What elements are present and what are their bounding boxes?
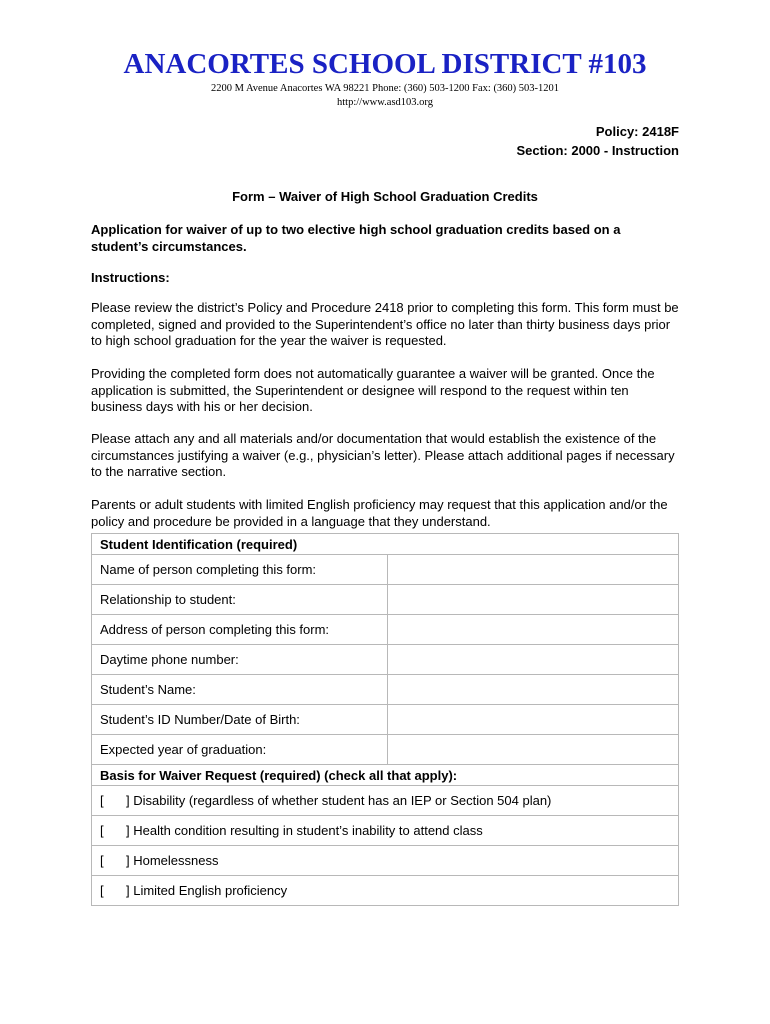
- address-field[interactable]: [388, 615, 679, 645]
- instructions-paragraph-1: Please review the district’s Policy and Procedure 2418 prior to completing this form. This form must be completed, signed and provided to the Superintendent’s office no later than thirty business days prior to high school graduation for the year the waiver is requested.: [91, 300, 679, 348]
- instructions-paragraph-2: Providing the completed form does not automatically guarantee a waiver will be granted. Once the application is submitted, the Superintendent or designee will respond to the request within ten business days with his or her decision.: [91, 366, 655, 414]
- limited-english-option[interactable]: [92, 876, 679, 906]
- checkbox-bracket[interactable]: [: [100, 883, 104, 898]
- student-identification-heading: Student Identification (required): [92, 534, 679, 555]
- table-row: [92, 615, 679, 645]
- health-condition-option[interactable]: [92, 816, 679, 846]
- disability-option[interactable]: [92, 786, 679, 816]
- address-label: Address of person completing this form:: [92, 615, 388, 645]
- name-of-person-label: Name of person completing this form:: [92, 555, 388, 585]
- graduation-year-label: Expected year of graduation:: [92, 735, 388, 765]
- table-row: [92, 555, 679, 585]
- daytime-phone-label: Daytime phone number:: [92, 645, 388, 675]
- table-row: [92, 816, 679, 846]
- student-id-dob-field[interactable]: [388, 705, 679, 735]
- instructions-heading: Instructions:: [91, 270, 170, 285]
- relationship-label: Relationship to student:: [92, 585, 388, 615]
- table-row: [92, 675, 679, 705]
- table-row: [92, 585, 679, 615]
- homelessness-option[interactable]: [92, 846, 679, 876]
- table-row: [92, 786, 679, 816]
- checkbox-bracket[interactable]: [: [100, 853, 104, 868]
- instructions-paragraph-3: Please attach any and all materials and/or documentation that would establish the existence of the circumstances justifying a waiver (e.g., physician’s letter). Please attach additional pages if necessary to the narrative section.: [91, 431, 675, 479]
- district-address: 2200 M Avenue Anacortes WA 98221 Phone: (360) 503-1200 Fax: (360) 503-1201: [210, 83, 560, 94]
- policy-number: Policy: 2418F: [595, 124, 679, 139]
- student-name-label: Student’s Name:: [92, 675, 388, 705]
- basis-header-row: [92, 765, 679, 786]
- application-form-table: [91, 533, 679, 906]
- table-row: [92, 645, 679, 675]
- application-statement: Application for waiver of up to two elective high school graduation credits based on a student’s circumstances.: [91, 222, 621, 254]
- student-name-field[interactable]: [388, 675, 679, 705]
- checkbox-bracket[interactable]: [: [100, 793, 104, 808]
- table-row: [92, 705, 679, 735]
- table-row: [92, 876, 679, 906]
- daytime-phone-field[interactable]: [388, 645, 679, 675]
- student-identification-header-row: [92, 534, 679, 555]
- name-of-person-field[interactable]: [388, 555, 679, 585]
- policy-section: Section: 2000 - Instruction: [516, 143, 679, 158]
- relationship-field[interactable]: [388, 585, 679, 615]
- student-id-dob-label: Student’s ID Number/Date of Birth:: [92, 705, 388, 735]
- disability-option-label: ] Disability (regardless of whether student has an IEP or Section 504 plan): [126, 793, 552, 808]
- basis-heading: Basis for Waiver Request (required) (check all that apply):: [92, 765, 679, 786]
- table-row: [92, 846, 679, 876]
- instructions-paragraph-4: Parents or adult students with limited English proficiency may request that this application and/or the policy and procedure be provided in a language that they understand.: [91, 497, 668, 529]
- district-name: ANACORTES SCHOOL DISTRICT #103: [123, 48, 647, 80]
- health-condition-option-label: ] Health condition resulting in student’s inability to attend class: [126, 823, 483, 838]
- policy-block: [516, 122, 679, 160]
- form-title: Form – Waiver of High School Graduation Credits: [232, 189, 538, 204]
- homelessness-option-label: ] Homelessness: [126, 853, 219, 868]
- graduation-year-field[interactable]: [388, 735, 679, 765]
- table-row: [92, 735, 679, 765]
- limited-english-option-label: ] Limited English proficiency: [126, 883, 288, 898]
- checkbox-bracket[interactable]: [: [100, 823, 104, 838]
- district-website-link[interactable]: http://www.asd103.org: [337, 97, 433, 108]
